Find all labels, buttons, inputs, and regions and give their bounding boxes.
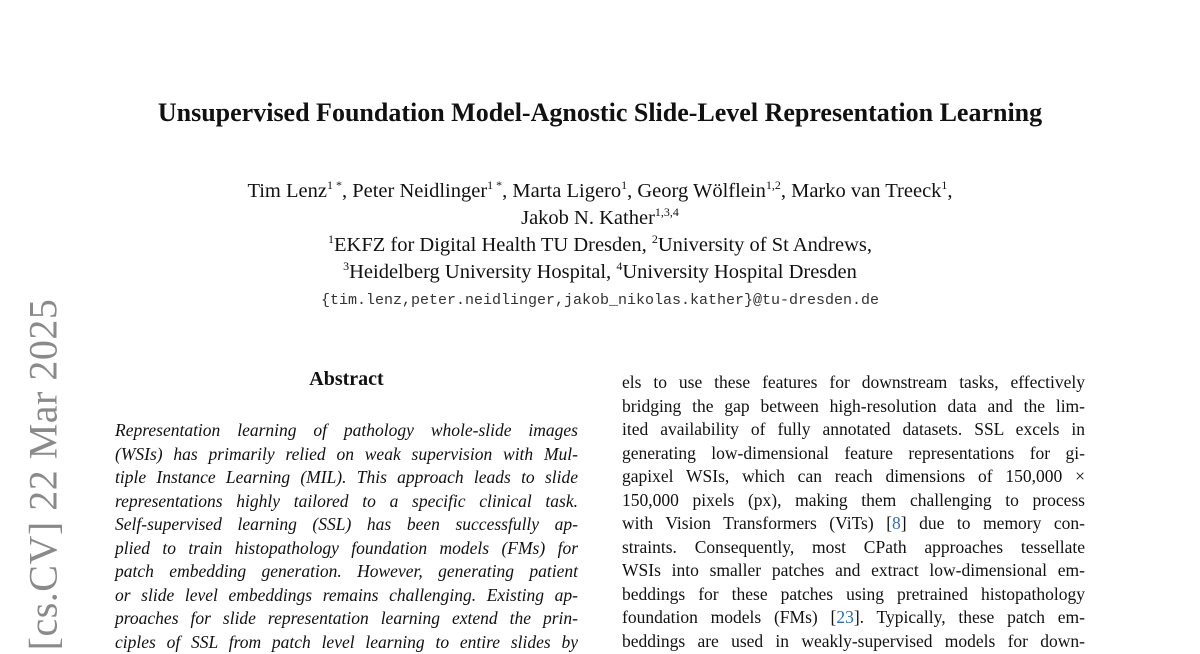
- author-line-1: Tim Lenz$^{1 *}$, Peter Neidlinger$^{1 *}$, Marta Ligero$^1$, Georg Wölflein$^{1,2}$, Marko van Treeck$^1$,: [0, 178, 1200, 205]
- abstract-line: tiple Instance Learning (MIL). This approach leads to slide: [115, 466, 578, 490]
- affiliation: Heidelberg University Hospital,: [349, 261, 611, 283]
- affiliation-line-2: [0, 259, 1200, 286]
- affiliation: University of St Andrews,: [658, 234, 872, 256]
- author-name: Jakob N. Kather: [521, 207, 655, 229]
- author-name: Tim Lenz: [247, 180, 327, 202]
- author-affil-mark: 1,3,4: [655, 205, 679, 219]
- body-line: beddings are used in weakly-supervised models for down-: [622, 630, 1085, 654]
- body-line: [622, 512, 1085, 536]
- body-line: [622, 606, 1085, 630]
- author-name: Georg Wölflein: [637, 180, 765, 202]
- abstract-line: representations highly tailored to a specific clinical task.: [115, 490, 578, 514]
- body-text: foundation models (FMs) [: [622, 607, 836, 627]
- author-line-2: [0, 205, 1200, 232]
- author-name: Marko van Treeck: [791, 180, 941, 202]
- abstract-line: plied to train histopathology foundation models (FMs) for: [115, 537, 578, 561]
- author-affil-mark: 1: [621, 178, 627, 192]
- citation-link[interactable]: 23: [836, 607, 854, 627]
- abstract-line: or slide level embeddings remains challenging. Existing ap-: [115, 584, 578, 608]
- intro-body: [622, 371, 1085, 653]
- body-line: bridging the gap between high-resolution data and the lim-: [622, 395, 1085, 419]
- affil-mark: 3: [343, 259, 349, 273]
- body-line: straints. Consequently, most CPath approaches tessellate: [622, 536, 1085, 560]
- arxiv-side-stamp: [8, 303, 78, 646]
- affil-mark: 2: [652, 232, 658, 246]
- author-name: Marta Ligero: [512, 180, 621, 202]
- abstract-line: (WSIs) has primarily relied on weak supervision with Mul-: [115, 443, 578, 467]
- body-line: ited availability of fully annotated datasets. SSL excels in: [622, 418, 1085, 442]
- body-line: generating low-dimensional feature representations for gi-: [622, 442, 1085, 466]
- body-line: els to use these features for downstream tasks, effectively: [622, 371, 1085, 395]
- body-text: with Vision Transformers (ViTs) [: [622, 513, 892, 533]
- body-line: gapixel WSIs, which can reach dimensions of 150,000 ×: [622, 465, 1085, 489]
- abstract-line: Representation learning of pathology whole-slide images: [115, 419, 578, 443]
- affiliation: EKFZ for Digital Health TU Dresden,: [334, 234, 647, 256]
- affiliation: University Hospital Dresden: [622, 261, 857, 283]
- abstract-line: patch embedding generation. However, generating patient: [115, 560, 578, 584]
- abstract-line: ciples of SSL from patch level learning to entire slides by: [115, 631, 578, 654]
- author-affil-mark: 1 *: [487, 178, 502, 192]
- abstract-line: proaches for slide representation learning extend the prin-: [115, 607, 578, 631]
- abstract-line: Self-supervised learning (SSL) has been successfully ap-: [115, 513, 578, 537]
- paper-title: Unsupervised Foundation Model-Agnostic Slide-Level Representation Learning: [0, 98, 1200, 128]
- affil-mark: 4: [616, 259, 622, 273]
- author-name: Peter Neidlinger: [352, 180, 487, 202]
- body-text: ] due to memory con-: [901, 513, 1085, 533]
- author-block: [0, 178, 1200, 286]
- author-affil-mark: 1: [941, 178, 947, 192]
- abstract-body: [115, 419, 578, 654]
- arxiv-stamp-text: [cs.CV] 22 Mar 2025: [20, 299, 67, 651]
- citation-link[interactable]: 8: [892, 513, 901, 533]
- body-line: WSIs into smaller patches and extract low-dimensional em-: [622, 559, 1085, 583]
- affil-mark: 1: [328, 232, 334, 246]
- abstract-heading: Abstract: [115, 368, 578, 391]
- body-line: beddings for these patches using pretrained histopathology: [622, 583, 1085, 607]
- author-affil-mark: 1,2: [766, 178, 781, 192]
- author-emails: {tim.lenz,peter.neidlinger,jakob_nikolas.kather}@tu-dresden.de: [0, 292, 1200, 309]
- body-line: 150,000 pixels (px), making them challenging to process: [622, 489, 1085, 513]
- author-affil-mark: 1 *: [327, 178, 342, 192]
- body-text: ]. Typically, these patch em-: [854, 607, 1085, 627]
- affiliation-line-1: [0, 232, 1200, 259]
